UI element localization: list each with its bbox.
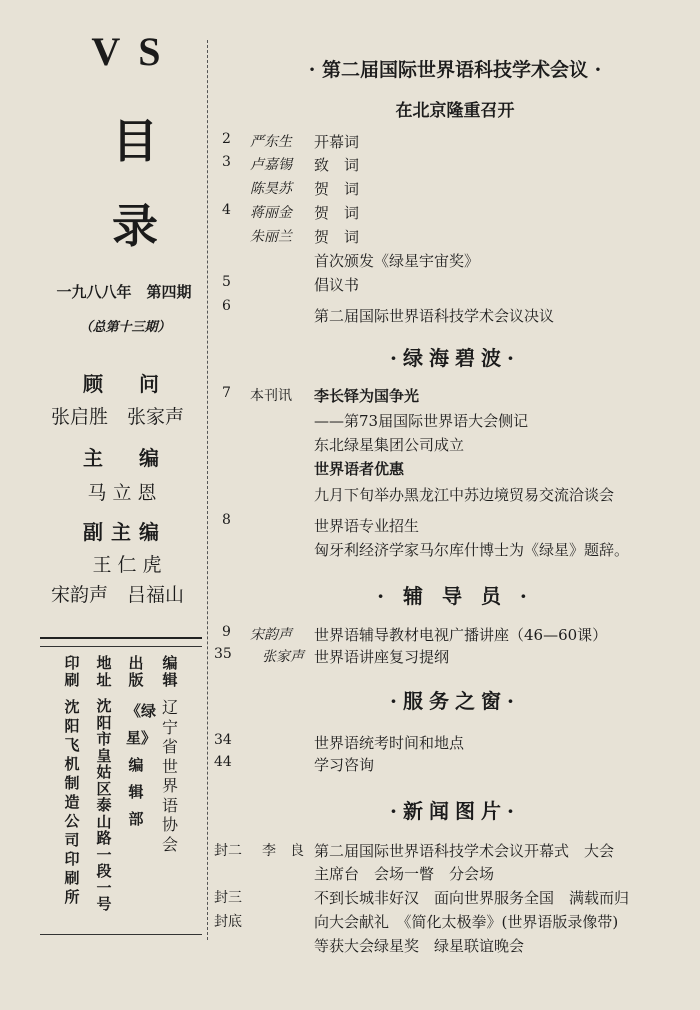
toc-title: 世界语统考时间和地点 [314, 734, 465, 752]
author: 朱丽兰 [250, 229, 292, 245]
page-number: 34 [214, 732, 232, 748]
toc-title: 世界语讲座复习提纲 [314, 648, 450, 666]
imprint-body: 沈阳市皇姑区泰山路一段一号 [96, 697, 112, 913]
advisor-label: 顾 问 [83, 372, 167, 396]
total-issue-label: （总第十三期） [79, 320, 171, 335]
magazine-logo: VS [91, 29, 179, 74]
deputy-editor-label: 副主编 [83, 520, 167, 544]
section-title-news-photos: ·新闻图片· [390, 799, 520, 823]
editor-label: 主 编 [83, 446, 167, 470]
toc-title: 倡议书 [314, 276, 360, 294]
page-number: 3 [222, 154, 231, 170]
page-number: 封二 [214, 843, 242, 859]
imprint-col-publisher [126, 654, 157, 833]
section-title-green-sea: ·绿海碧波· [390, 346, 520, 370]
page-number: 2 [222, 131, 231, 147]
page-number: 封底 [214, 914, 242, 930]
section-title-service-window: ·服务之窗· [390, 689, 520, 713]
author: 陈昊苏 [250, 181, 292, 197]
banner [210, 55, 700, 121]
toc-title: 第二届国际世界语科技学术会议开幕式 大会 [314, 842, 615, 860]
rule-bottom [40, 934, 202, 935]
toc-title: 李长铎为国争光 [314, 387, 420, 405]
imprint-col-editor [160, 655, 180, 854]
page-number: 4 [222, 202, 231, 218]
toc-title: 主席台 会场一瞥 分会场 [314, 865, 495, 883]
toc-title: 贺 词 [314, 180, 360, 198]
rule-top-thin [40, 646, 202, 647]
page-number: 封三 [214, 890, 242, 906]
imprint-body: 沈阳飞机制造公司印刷所 [64, 698, 80, 906]
page-number: 7 [222, 385, 231, 401]
banner-line-1: · 第二届国际世界语科技学术会议 · [308, 59, 602, 81]
deputy-editor-1: 王仁虎 [92, 554, 168, 576]
imprint-head: 地址 [96, 654, 112, 689]
toc-title: 匈牙利经济学家马尔库什博士为《绿星》题辞。 [314, 541, 630, 559]
imprint-head: 印刷 [64, 654, 80, 689]
toc-title: 世界语辅导教材电视广播讲座（46—60课） [314, 626, 608, 644]
author: 李 良 [262, 843, 304, 859]
contents-heading-lu: 录 [112, 199, 158, 253]
author: 严东生 [250, 134, 292, 150]
toc-title: 第二届国际世界语科技学术会议决议 [314, 307, 555, 325]
page-number: 8 [222, 512, 231, 528]
page-number: 44 [214, 754, 232, 770]
toc-title: 开幕词 [314, 133, 360, 151]
toc-title: 等获大会绿星奖 绿星联谊晚会 [314, 937, 525, 955]
rule-top [40, 637, 202, 639]
advisors: 张启胜 张家声 [50, 406, 184, 428]
imprint-body: 辽宁省世界语协会 [161, 698, 178, 854]
page-number: 35 [214, 646, 232, 662]
toc-title: 九月下旬举办黑龙江中苏边境贸易交流洽谈会 [314, 486, 615, 504]
imprint-col-printer [62, 655, 82, 907]
imprint-col-address [94, 655, 114, 913]
left-column [0, 0, 208, 1010]
banner-line-2: 在北京隆重召开 [395, 101, 515, 121]
toc-title: 贺 词 [314, 204, 360, 222]
toc-title: 贺 词 [314, 228, 360, 246]
author: 本刊讯 [250, 388, 292, 404]
toc-title: ——第73届国际世界语大会侧记 [314, 412, 529, 430]
column-divider [207, 40, 208, 940]
deputy-editor-2: 宋韵声 吕福山 [50, 584, 184, 606]
contents-heading-mu: 目 [112, 114, 158, 168]
page-number: 5 [222, 274, 231, 290]
toc-title: 学习咨询 [314, 756, 375, 774]
imprint-head: 编辑 [162, 654, 178, 689]
section-title-tutor: · 辅 导 员 · [377, 584, 533, 608]
toc-title: 不到长城非好汉 面向世界服务全国 满载而归 [314, 889, 630, 907]
author: 张家声 [262, 649, 304, 665]
toc-title: 世界语者优惠 [314, 460, 405, 478]
page-number: 6 [222, 298, 231, 314]
editor-name: 马立恩 [87, 482, 163, 504]
toc-title: 首次颁发《绿星宇宙奖》 [314, 252, 480, 270]
toc-title: 致 词 [314, 156, 360, 174]
toc-title: 东北绿星集团公司成立 [314, 436, 465, 454]
author: 卢嘉锡 [250, 157, 292, 173]
toc-title: 向大会献礼 《简化太极拳》(世界语版录像带) [314, 913, 619, 931]
page-number: 9 [222, 624, 231, 640]
issue-label: 一九八八年 第四期 [56, 283, 192, 301]
imprint-head: 出版 [128, 654, 144, 689]
imprint-body: 《绿星》编辑部 [126, 702, 157, 828]
author: 宋韵声 [250, 627, 292, 643]
toc-title: 世界语专业招生 [314, 517, 420, 535]
author: 蒋丽金 [250, 205, 292, 221]
